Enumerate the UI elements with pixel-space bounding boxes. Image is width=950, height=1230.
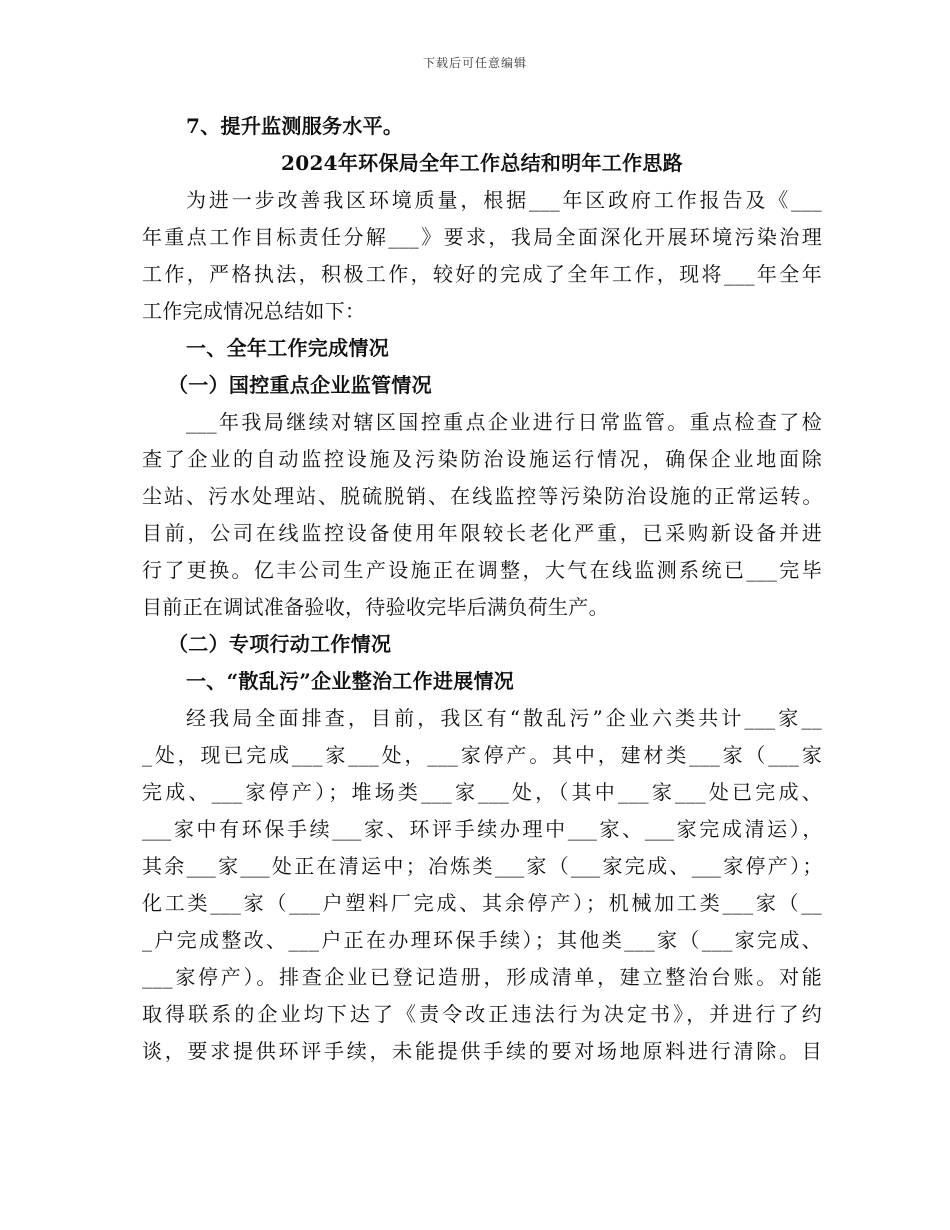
- section-1-heading: 一、全年工作完成情况: [186, 336, 389, 360]
- header-note: 下载后可任意编辑: [422, 56, 527, 70]
- intro-line: 为进一步改善我区环境质量，根据___年区政府工作报告及《___: [186, 188, 822, 212]
- intro-line: 工作，严格执法，积极工作，较好的完成了全年工作，现将___年全年: [142, 262, 822, 286]
- document-body: [142, 108, 822, 1070]
- subsection-1-line: 尘站、污水处理站、脱硫脱销、在线监控等污染防治设施的正常运转。: [142, 484, 822, 508]
- intro-line: 年重点工作目标责任分解___》要求，我局全面深化开展环境污染治理: [142, 225, 822, 249]
- sanluanwu-line: _户完成整改、___户正在办理环保手续）；其他类___家（___家完成、: [142, 928, 822, 952]
- sanluanwu-line: 经我局全面排查，目前，我区有“散乱污”企业六类共计___家__: [186, 706, 822, 730]
- subsection-1-line: 目前正在调试准备验收，待验收完毕后满负荷生产。: [142, 595, 609, 619]
- sanluanwu-line: 完成、___家停产）；堆场类___家___处，（其中___家___处已完成、: [142, 780, 822, 804]
- document-title: 2024年环保局全年工作总结和明年工作思路: [281, 151, 683, 175]
- heading-item-7: 7、提升监测服务水平。: [186, 114, 404, 138]
- sanluanwu-line: ___家停产）。排查企业已登记造册，形成清单，建立整治台账。对能: [142, 965, 822, 989]
- subsection-1-line: 行了更换。亿丰公司生产设施正在调整，大气在线监测系统已___完毕: [142, 558, 822, 582]
- sanluanwu-line: 其余___家___处正在清运中；冶炼类___家（___家完成、___家停产）；: [142, 854, 822, 878]
- subsection-1-heading: （一）国控重点企业监管情况: [168, 373, 432, 397]
- sanluanwu-line: 谈，要求提供环评手续，未能提供手续的要对场地原料进行清除。目: [142, 1039, 822, 1063]
- sanluanwu-line: 化工类___家（___户塑料厂完成、其余停产）；机械加工类___家（__: [142, 891, 822, 915]
- sanluanwu-line: 取得联系的企业均下达了《责令改正违法行为决定书》，并进行了约: [142, 1002, 822, 1026]
- sanluanwu-heading: 一、“散乱污”企业整治工作进展情况: [186, 669, 515, 693]
- intro-line: 工作完成情况总结如下：: [142, 299, 366, 323]
- subsection-1-line: 查了企业的自动监控设施及污染防治设施运行情况，确保企业地面除: [142, 447, 822, 471]
- subsection-1-line: ___年我局继续对辖区国控重点企业进行日常监管。重点检查了检: [186, 410, 822, 434]
- subsection-2-heading: （二）专项行动工作情况: [168, 632, 392, 656]
- sanluanwu-line: _处，现已完成___家___处，___家停产。其中，建材类___家（___家: [142, 743, 822, 767]
- subsection-1-line: 目前，公司在线监控设备使用年限较长老化严重，已采购新设备并进: [142, 521, 822, 545]
- sanluanwu-line: ___家中有环保手续___家、环评手续办理中___家、___家完成清运），: [142, 817, 822, 841]
